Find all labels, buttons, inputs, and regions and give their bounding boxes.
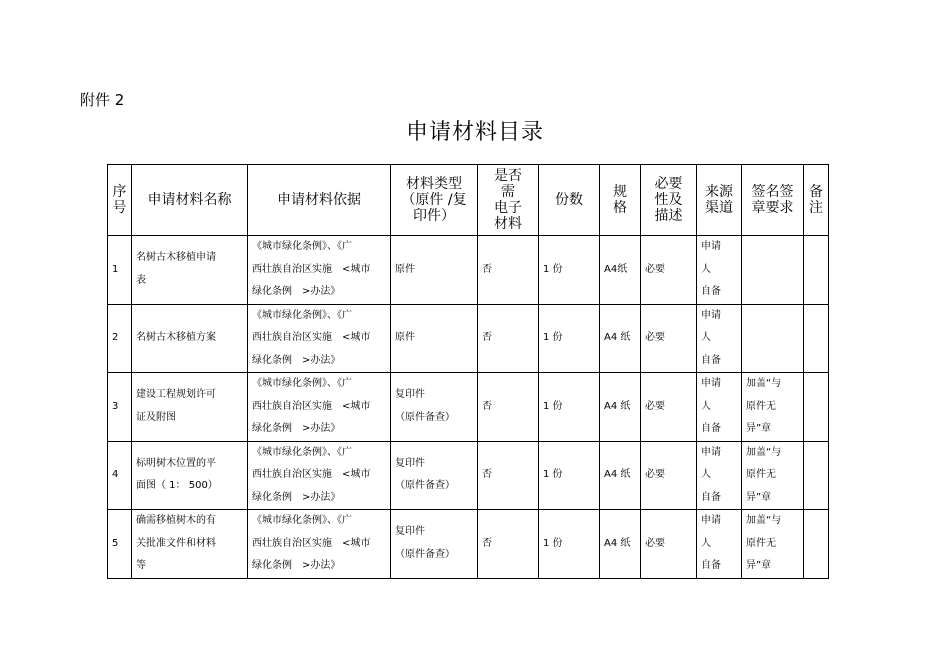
header-text-line: 章要求 — [751, 200, 794, 216]
material-name-cell-line: 等 — [136, 560, 146, 571]
header-spec — [600, 165, 641, 236]
source-cell-line: 申请 — [701, 446, 721, 458]
header-text-line: 来源 — [705, 184, 733, 200]
remark-cell — [804, 236, 829, 305]
material-name-cell — [132, 510, 248, 579]
table-row — [108, 304, 829, 373]
signature-cell-line: 加盖“与 — [746, 515, 782, 526]
material-basis-cell-line: 《城市绿化条例》、《广 — [252, 446, 352, 458]
table-row — [108, 441, 829, 510]
serial-cell: 2 — [108, 304, 132, 373]
source-cell-line: 申请 — [701, 378, 721, 389]
copies-cell: 1 份 — [539, 510, 600, 579]
material-basis-cell-line: 《城市绿化条例》、《广 — [252, 378, 352, 389]
header-text-line: （原件 /复 — [401, 192, 467, 208]
header-necessity — [641, 165, 697, 236]
source-cell — [697, 441, 742, 510]
source-cell-line: 自备 — [701, 354, 721, 366]
source-cell-line: 申请 — [701, 515, 721, 526]
electronic-cell: 否 — [478, 236, 539, 305]
serial-cell: 4 — [108, 441, 132, 510]
material-type-cell-line: 原件 — [395, 332, 415, 343]
signature-cell — [742, 373, 804, 442]
source-cell-line: 人 — [701, 332, 711, 343]
header-material-name — [132, 165, 248, 236]
signature-cell-line: 原件无 — [746, 537, 776, 549]
material-name-cell — [132, 441, 248, 510]
header-text-line: 份数 — [555, 192, 583, 208]
material-name-cell-line: 关批准文件和材料 — [136, 537, 216, 549]
necessity-cell: 必要 — [641, 373, 697, 442]
remark-cell — [804, 304, 829, 373]
material-type-cell — [391, 236, 478, 305]
source-cell-line: 人 — [701, 263, 711, 275]
spec-cell: A4 纸 — [600, 373, 641, 442]
electronic-cell: 否 — [478, 373, 539, 442]
source-cell-line: 人 — [701, 469, 711, 480]
signature-cell — [742, 304, 804, 373]
header-signature — [742, 165, 804, 236]
header-text-line: 序 — [112, 184, 127, 200]
material-name-cell — [132, 236, 248, 305]
material-type-cell-line: （原件备查） — [395, 480, 455, 492]
header-electronic — [478, 165, 539, 236]
header-text-line: 号 — [112, 200, 127, 216]
material-basis-cell-line: 西壮族自治区实施 <城市 — [252, 263, 371, 275]
spec-cell: A4 纸 — [600, 510, 641, 579]
header-text-line: 需 — [501, 184, 515, 200]
necessity-cell: 必要 — [641, 510, 697, 579]
material-name-cell — [132, 304, 248, 373]
copies-cell: 1 份 — [539, 304, 600, 373]
material-basis-cell — [248, 441, 391, 510]
document-title: 申请材料目录 — [405, 120, 544, 145]
signature-cell — [742, 441, 804, 510]
signature-cell-line: 异”章 — [746, 423, 772, 434]
header-text-line: 性及 — [654, 192, 683, 208]
signature-cell — [742, 236, 804, 305]
material-name-cell-line: 标明树木位置的平 — [136, 457, 216, 469]
header-text-line: 电子 — [494, 200, 522, 216]
attachment-label: 附件 2 — [80, 91, 125, 109]
header-text-line: 签名签 — [751, 184, 794, 200]
header-text-line: 材料 — [494, 216, 522, 232]
material-basis-cell-line: 绿化条例 >办法》 — [252, 423, 341, 434]
source-cell — [697, 510, 742, 579]
material-basis-cell — [248, 373, 391, 442]
signature-cell-line: 加盖“与 — [746, 446, 782, 458]
source-cell-line: 人 — [701, 537, 711, 549]
source-cell — [697, 236, 742, 305]
materials-table — [107, 164, 829, 579]
necessity-cell: 必要 — [641, 236, 697, 305]
material-name-cell-line: 建设工程规划许可 — [136, 389, 216, 401]
header-text-line: 申请材料名称 — [147, 192, 232, 208]
signature-cell-line: 异”章 — [746, 560, 772, 571]
material-type-cell-line: 原件 — [395, 263, 415, 275]
source-cell-line: 申请 — [701, 241, 721, 252]
remark-cell — [804, 373, 829, 442]
material-basis-cell-line: 绿化条例 >办法》 — [252, 286, 341, 297]
source-cell-line: 自备 — [701, 286, 721, 297]
header-text-line: 描述 — [654, 208, 683, 224]
material-basis-cell-line: 西壮族自治区实施 <城市 — [252, 537, 371, 549]
header-copies — [539, 165, 600, 236]
electronic-cell: 否 — [478, 441, 539, 510]
source-cell-line: 自备 — [701, 491, 721, 503]
material-name-cell-line: 表 — [136, 274, 146, 286]
signature-cell-line: 原件无 — [746, 469, 776, 480]
material-basis-cell — [248, 510, 391, 579]
source-cell — [697, 304, 742, 373]
material-name-cell-line: 证及附图 — [136, 411, 176, 423]
table-row — [108, 373, 829, 442]
material-name-cell-line: 确需移植树木的有 — [136, 515, 216, 526]
material-basis-cell-line: 绿化条例 >办法》 — [252, 560, 341, 571]
necessity-cell: 必要 — [641, 304, 697, 373]
electronic-cell: 否 — [478, 510, 539, 579]
material-name-cell-line: 面图（ 1： 500） — [136, 480, 218, 492]
header-text-line: 注 — [809, 200, 823, 216]
remark-cell — [804, 510, 829, 579]
material-basis-cell-line: 西壮族自治区实施 <城市 — [252, 400, 371, 412]
material-type-cell — [391, 304, 478, 373]
header-text-line: 是否 — [494, 168, 522, 184]
signature-cell-line: 异”章 — [746, 491, 772, 503]
source-cell-line: 人 — [701, 400, 711, 412]
remark-cell — [804, 441, 829, 510]
material-type-cell — [391, 441, 478, 510]
material-basis-cell — [248, 236, 391, 305]
material-basis-cell-line: 《城市绿化条例》、《广 — [252, 309, 352, 321]
material-type-cell — [391, 510, 478, 579]
serial-cell: 5 — [108, 510, 132, 579]
spec-cell: A4 纸 — [600, 304, 641, 373]
material-name-cell — [132, 373, 248, 442]
source-cell-line: 自备 — [701, 423, 721, 434]
header-material-type — [391, 165, 478, 236]
source-cell-line: 自备 — [701, 560, 721, 571]
material-basis-cell-line: 《城市绿化条例》、《广 — [252, 515, 352, 526]
header-text-line: 印件） — [413, 208, 455, 224]
material-basis-cell-line: 绿化条例 >办法》 — [252, 491, 341, 503]
material-type-cell-line: （原件备查） — [395, 411, 455, 423]
source-cell-line: 申请 — [701, 309, 721, 321]
material-type-cell-line: 复印件 — [395, 457, 425, 469]
signature-cell-line: 加盖“与 — [746, 378, 782, 389]
material-basis-cell — [248, 304, 391, 373]
material-type-cell — [391, 373, 478, 442]
header-text-line: 申请材料依据 — [277, 192, 361, 208]
header-text-line: 材料类型 — [406, 176, 462, 192]
source-cell — [697, 373, 742, 442]
necessity-cell: 必要 — [641, 441, 697, 510]
header-text-line: 必要 — [654, 176, 683, 192]
header-material-basis — [248, 165, 391, 236]
copies-cell: 1 份 — [539, 441, 600, 510]
material-basis-cell-line: 西壮族自治区实施 <城市 — [252, 332, 371, 343]
spec-cell: A4纸 — [600, 236, 641, 305]
material-type-cell-line: （原件备查） — [395, 548, 455, 560]
header-text-line: 备 — [809, 184, 823, 200]
material-type-cell-line: 复印件 — [395, 526, 425, 538]
material-type-cell-line: 复印件 — [395, 389, 425, 401]
header-text-line: 规 — [613, 184, 627, 200]
material-basis-cell-line: 绿化条例 >办法》 — [252, 354, 341, 366]
header-text-line: 渠道 — [705, 200, 733, 216]
serial-cell: 1 — [108, 236, 132, 305]
copies-cell: 1 份 — [539, 373, 600, 442]
material-basis-cell-line: 《城市绿化条例》、《广 — [252, 241, 352, 252]
signature-cell-line: 原件无 — [746, 400, 776, 412]
header-text-line: 格 — [613, 200, 627, 216]
header-remark — [804, 165, 829, 236]
table-row — [108, 236, 829, 305]
material-name-cell-line: 名树古木移植申请 — [136, 252, 216, 264]
table-row — [108, 510, 829, 579]
spec-cell: A4 纸 — [600, 441, 641, 510]
material-name-cell-line: 名树古木移植方案 — [136, 332, 216, 343]
signature-cell — [742, 510, 804, 579]
material-basis-cell-line: 西壮族自治区实施 <城市 — [252, 469, 371, 480]
header-serial — [108, 165, 132, 236]
electronic-cell: 否 — [478, 304, 539, 373]
copies-cell: 1 份 — [539, 236, 600, 305]
table-header-row — [108, 165, 829, 236]
header-source — [697, 165, 742, 236]
serial-cell: 3 — [108, 373, 132, 442]
